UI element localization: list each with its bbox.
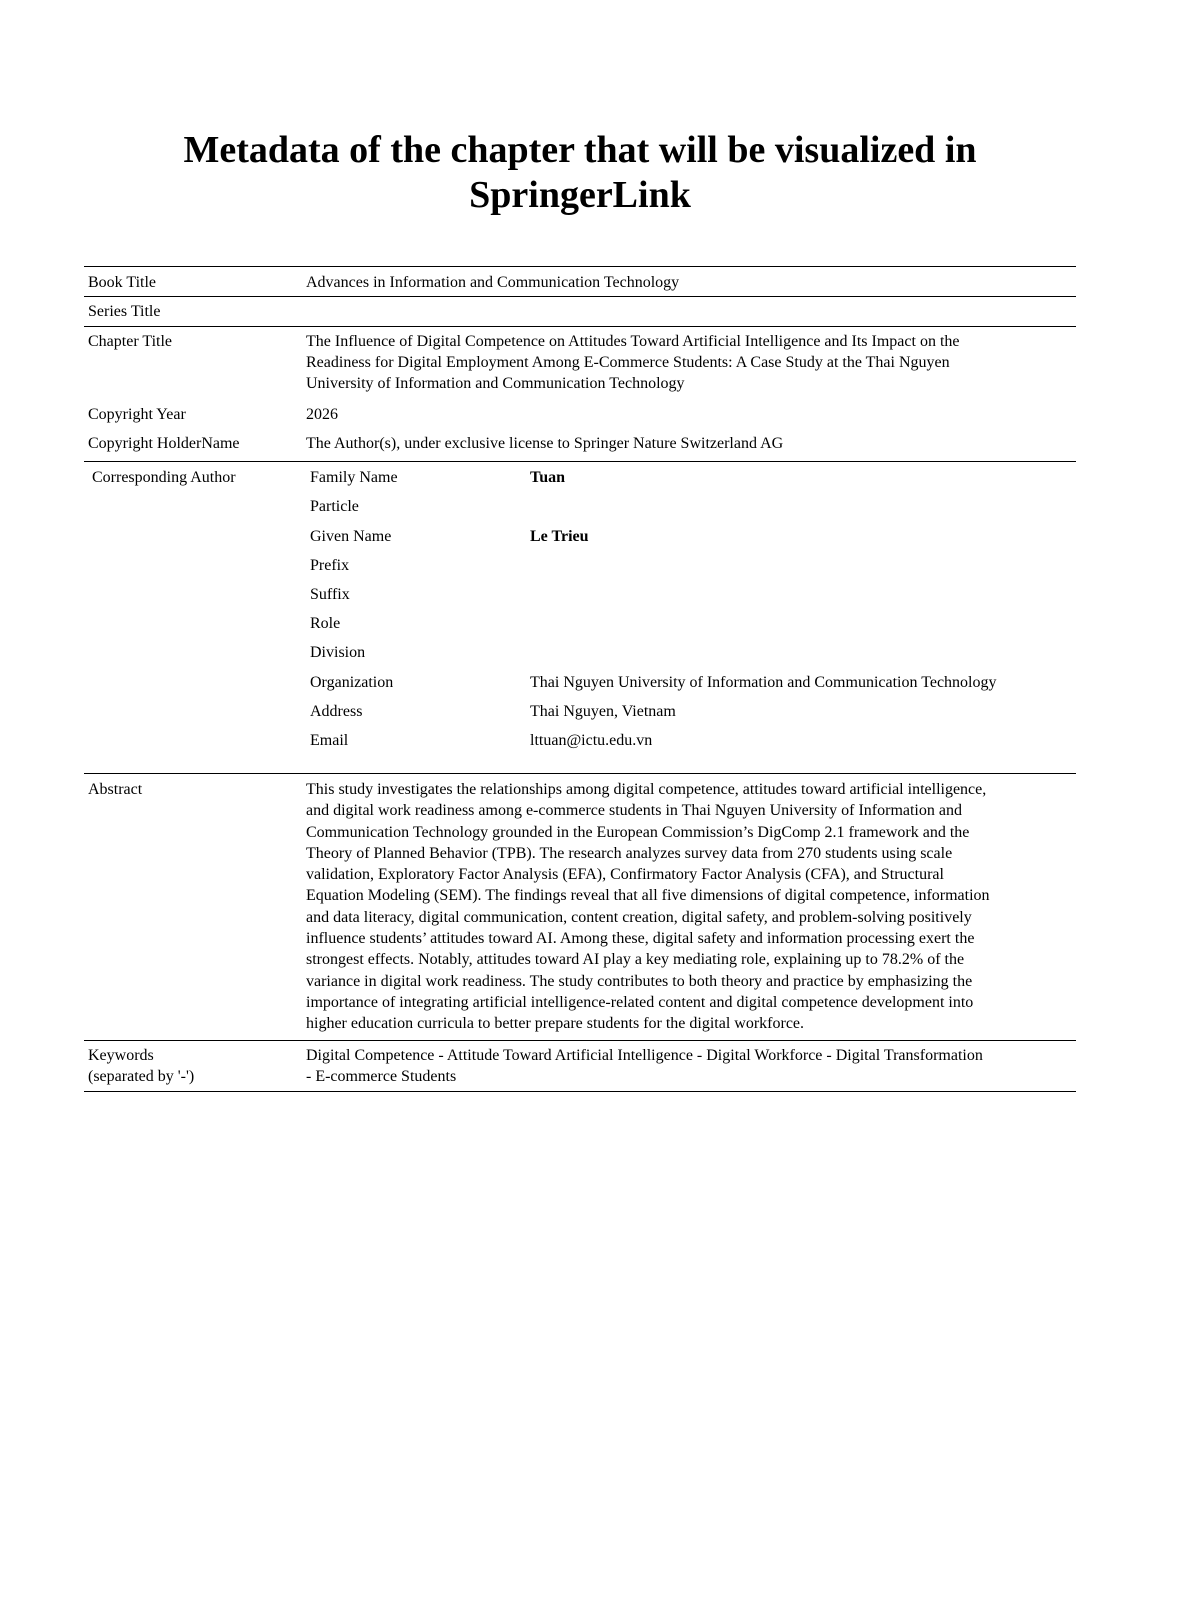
- organization-label: Organization: [310, 674, 394, 691]
- page-title: [0, 128, 1160, 218]
- abstract-line: higher education curricula to better prepare students for the digital workforce.: [306, 1015, 805, 1033]
- copyright-holder-label: Copyright HolderName: [88, 435, 240, 452]
- family-name-label: Family Name: [310, 469, 398, 486]
- keywords-label: Keywords: [88, 1047, 154, 1064]
- email-label: Email: [310, 732, 349, 749]
- family-name-value: Tuan: [530, 469, 565, 486]
- abstract-line: importance of integrating artificial intelligence-related content and digital competence development into: [306, 993, 974, 1011]
- organization-value: Thai Nguyen University of Information and Communication Technology: [530, 674, 997, 691]
- chapter-title-line: The Influence of Digital Competence on Attitudes Toward Artificial Intelligence and Its Impact on the: [306, 333, 960, 350]
- given-name-label: Given Name: [310, 528, 392, 545]
- particle-label: Particle: [310, 498, 359, 515]
- copyright-year-label: Copyright Year: [88, 406, 186, 423]
- chapter-title-label: Chapter Title: [88, 333, 173, 350]
- copyright-year-value: 2026: [306, 406, 338, 423]
- suffix-label: Suffix: [310, 586, 350, 603]
- prefix-label: Prefix: [310, 557, 350, 574]
- author-section-rule: [84, 461, 1076, 462]
- abstract-line: influence students’ attitudes toward AI. Among these, digital safety and information processing exert the: [306, 930, 975, 948]
- address-label: Address: [310, 703, 363, 720]
- abstract-line: This study investigates the relationships among digital competence, attitudes toward artificial intelligence,: [306, 781, 987, 798]
- keywords-value: [306, 1045, 983, 1087]
- abstract-line: Communication Technology grounded in the European Commission’s DigComp 2.1 framework and the: [306, 823, 970, 841]
- copyright-holder-value: The Author(s), under exclusive license to Springer Nature Switzerland AG: [306, 435, 784, 452]
- chapter-title-line: Readiness for Digital Employment Among E-Commerce Students: A Case Study at the Thai Nguyen: [306, 354, 950, 371]
- role-label: Role: [310, 615, 341, 632]
- abstract-line: Equation Modeling (SEM). The findings reveal that all five dimensions of digital competence, information: [306, 887, 990, 905]
- address-value: Thai Nguyen, Vietnam: [530, 703, 676, 720]
- abstract-line: strongest effects. Notably, attitudes toward AI play a key mediating role, explaining up to 78.2% of the: [306, 951, 965, 969]
- abstract-line: and data literacy, digital communication, content creation, digital safety, and problem-solving positively: [306, 908, 972, 926]
- series-title-rule: [84, 296, 1076, 297]
- chapter-title-rule: [84, 326, 1076, 327]
- page-title-line-1: Metadata of the chapter that will be visualized in: [183, 129, 977, 171]
- division-label: Division: [310, 644, 366, 661]
- abstract-rule: [84, 773, 1076, 774]
- abstract-line: and digital work readiness among e-commerce students in Thai Nguyen University of Information and: [306, 802, 962, 820]
- email-value: lttuan@ictu.edu.vn: [530, 732, 653, 749]
- page-title-line-2: SpringerLink: [469, 174, 691, 216]
- chapter-title-value: [306, 331, 960, 394]
- given-name-value: Le Trieu: [530, 528, 589, 545]
- book-title-value: Advances in Information and Communication Technology: [306, 274, 680, 291]
- table-top-rule: [84, 266, 1076, 267]
- keywords-rule: [84, 1040, 1076, 1041]
- abstract-line: validation, Exploratory Factor Analysis (EFA), Confirmatory Factor Analysis (CFA), and Structural: [306, 866, 944, 884]
- keywords-line: Digital Competence - Attitude Toward Artificial Intelligence - Digital Workforce - Digital Transformation: [306, 1047, 983, 1064]
- chapter-title-line: University of Information and Communication Technology: [306, 375, 685, 392]
- abstract-label: Abstract: [88, 781, 143, 798]
- corresponding-author-label: Corresponding Author: [92, 469, 236, 486]
- keywords-separator-note: (separated by '-'): [88, 1068, 195, 1085]
- abstract-line: Theory of Planned Behavior (TPB). The research analyzes survey data from 270 students using scale: [306, 844, 953, 862]
- abstract-line: variance in digital work readiness. The study contributes to both theory and practice by emphasizing the: [306, 972, 973, 990]
- book-title-label: Book Title: [88, 274, 157, 291]
- table-bottom-rule: [84, 1091, 1076, 1092]
- abstract-text: [306, 779, 1076, 1035]
- keywords-line: - E-commerce Students: [306, 1068, 457, 1085]
- series-title-label: Series Title: [88, 303, 161, 320]
